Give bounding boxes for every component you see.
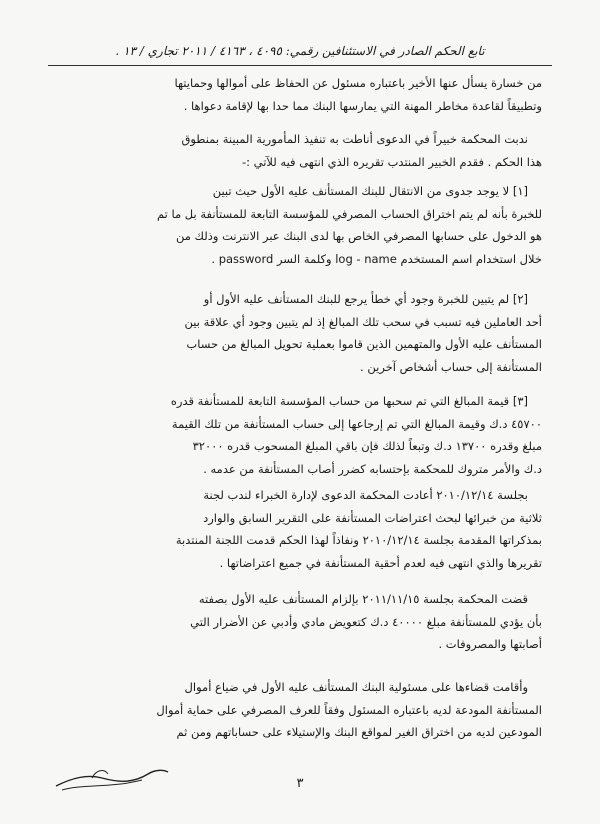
text-line: أصابتها والمصروفات .: [438, 637, 542, 651]
text-line: مبلغ وقدره ١٣٧٠٠ د.ك وتبعاً لذلك فإن باقي المبلغ المسحوب قدره ٣٢٠٠٠: [192, 439, 542, 453]
paragraph-judgment: [60, 588, 542, 656]
text-line: ٤٥٧٠٠ د.ك وقيمة المبالغ التي تم إرجاعها إلى حساب المستأنفة من تلك القيمة: [171, 416, 542, 431]
text-line: من خسارة يسأل عنها الأخير باعتباره مسئول عن الحفاظ على أموالها وحمايتها: [174, 76, 542, 90]
text-line: ثلاثية من خبرائها لبحث اعتراضات المستأنفة على التقرير السابق والوارد: [203, 510, 542, 525]
text-line: بأن يؤدي للمستأنفة مبلغ ٤٠٠٠٠ د.ك كتعويض مادي وأدبي عن الأضرار التي: [190, 614, 542, 629]
text-line: المستأنف عليه الأول والمتهمين الذين قاموا بعملية تحويل المبالغ من حساب: [186, 337, 542, 351]
paragraph-reasoning: [60, 676, 542, 744]
text-line: هو الدخول على حسابها المصرفي الخاص بها لدى البنك عبر الانترنت وذلك من: [175, 229, 542, 243]
paragraph-finding-1: [60, 180, 542, 270]
text-line: [١] لا يوجد جدوى من الانتقال للبنك المستأنف عليه الأول حيث تبين: [212, 184, 528, 198]
text-line: وأقامت قضاءها على مسئولية البنك المستأنف عليه الأول في ضياع أموال: [184, 680, 528, 694]
text-line: قضت المحكمة بجلسة ٢٠١١/١١/١٥ بإلزام المستأنف عليه الأول بصفته: [198, 592, 528, 606]
text-line: أحد العاملين فيه تسبب في سحب تلك المبالغ إذ لم يتبين وجود أي علاقة بين: [184, 314, 542, 329]
text-line: تقريرها والذي انتهى فيه لعدم أحقية المستأنفة في جميع اعتراضاتها .: [219, 555, 542, 570]
text-line: وتطبيقاً لقاعدة مخاطر المهنة التي يمارسها البنك مما حدا بها لإقامة دعواها .: [183, 98, 542, 113]
paragraph-finding-3: [60, 390, 542, 480]
text-line: د.ك والأمر متروك للمحكمة بإحتسابه كضرر أصاب المستأنفة من عدمه .: [203, 461, 542, 476]
page-number: ٣: [296, 776, 304, 791]
text-line: المستأنفة إلى حساب أشخاص آخرين .: [360, 359, 542, 374]
paragraph-committee: [60, 484, 542, 574]
text-line: ندبت المحكمة خبيراً في الدعوى أناطت به تنفيذ المأمورية المبينة بمنطوق: [181, 132, 528, 146]
text-line: للخبرة بأنه لم يتم اختراق الحساب المصرفي للمؤسسة التابعة للمستأنفة بل ما تم: [156, 206, 542, 221]
paragraph-expert-assignment: [60, 128, 542, 173]
header-divider: [48, 65, 552, 66]
case-header: تابع الحكم الصادر في الاستئنافين رقمي: ٤٠٩٥ ، ٤١٦٣ / ٢٠١١ تجاري / ١٣ .: [115, 44, 485, 58]
text-line: بمذكراتها المقدمة بجلسة ٢٠١٠/١٢/١٤ ونفاذاً لهذا الحكم قدمت اللجنة المنتدبة: [175, 533, 542, 547]
text-line: [٣] قيمة المبالغ التي تم سحبها من حساب المؤسسة التابعة للمستأنفة قدره: [170, 394, 528, 408]
paragraph-claim: [60, 72, 542, 117]
text-line: [٢] لم يتبين للخبرة وجود أي خطأ يرجع للبنك المستأنف عليه الأول أو: [203, 292, 528, 306]
text-line: خلال استخدام اسم المستخدم log - name وكلمة السر password .: [211, 251, 542, 266]
text-line: المستأنفة المودعة لديه باعتباره المسئول وفقاً للعرف المصرفي على حماية أموال: [156, 702, 542, 717]
text-line: المودعين لديه من اختراق الغير لمواقع البنك والإستيلاء على حساباتهم ومن ثم: [176, 725, 542, 739]
paragraph-finding-2: [60, 288, 542, 378]
text-line: هذا الحكم . فقدم الخبير المنتدب تقريره الذي انتهى فيه للآتي :-: [241, 154, 542, 169]
text-line: بجلسة ٢٠١٠/١٢/١٤ أعادت المحكمة الدعوى لإدارة الخبراء لندب لجنة: [203, 488, 528, 502]
